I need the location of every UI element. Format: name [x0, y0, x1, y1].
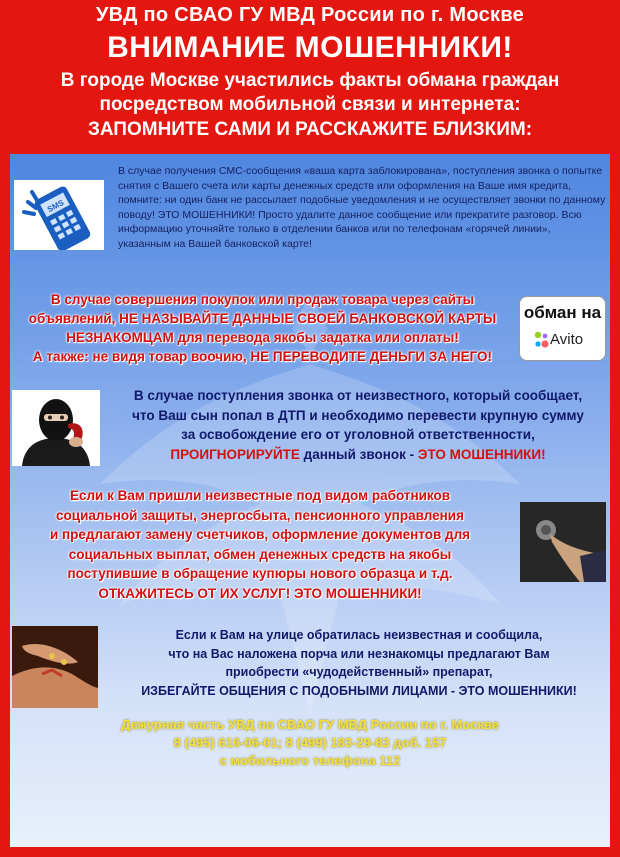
- mobile-emergency-number: с мобильного телефона 112: [219, 753, 401, 768]
- call-ignore-text: ПРОИГНОРИРУЙТЕ: [170, 446, 300, 462]
- street-line-4: ИЗБЕГАЙТЕ ОБЩЕНИЯ С ПОДОБНЫМИ ЛИЦАМИ - ЭТО МОШЕННИКИ!: [141, 683, 577, 698]
- duty-unit-name: Дежурная часть УВД по СВАО ГУ МВД России по г. Москве: [121, 717, 499, 732]
- header-subtitle-1: В городе Москве участились факты обмана граждан: [60, 70, 560, 91]
- avito-badge: [519, 296, 606, 361]
- header: [0, 0, 620, 150]
- street-line-2: что на Вас наложена порча или незнакомцы предлагают Вам: [168, 646, 550, 661]
- purchase-line-2: объявлений, НЕ НАЗЫВАЙТЕ ДАННЫЕ СВОЕЙ БАНКОВСКОЙ КАРТЫ: [28, 311, 497, 326]
- purchase-line-1: В случае совершения покупок или продаж товара через сайты: [50, 292, 475, 307]
- duty-phone-numbers: 8 (495) 616-06-01; 8 (499) 183-29-83 доб. 157: [173, 735, 447, 750]
- call-line-1: В случае поступления звонка от неизвестного, который сообщает,: [133, 388, 583, 403]
- avito-brand: Avito: [550, 331, 584, 348]
- call-line-4: [110, 445, 606, 465]
- sms-icon-label: SMS: [45, 198, 66, 215]
- street-line-1: Если к Вам на улице обратилась неизвестная и сообщила,: [175, 628, 543, 642]
- social-line-6: ОТКАЖИТЕСЬ ОТ ИХ УСЛУГ! ЭТО МОШЕННИКИ!: [98, 585, 422, 601]
- avito-logo-icon: [532, 329, 550, 351]
- sms-phone-icon: [14, 180, 104, 250]
- masked-criminal-image: [12, 390, 100, 466]
- call-line-3: за освобождение его от уголовной ответственности,: [181, 427, 535, 442]
- social-line-2: социальной защиты, энергосбыта, пенсионного управления: [56, 507, 464, 523]
- call-scammers-text: ЭТО МОШЕННИКИ!: [417, 446, 546, 462]
- social-line-1: Если к Вам пришли неизвестные под видом работников: [69, 488, 451, 503]
- header-title: ВНИМАНИЕ МОШЕННИКИ!: [107, 31, 513, 64]
- street-warning: [110, 626, 608, 700]
- purchase-line-3: НЕЗНАКОМЦАМ для перевода якобы задатка или оплаты!: [66, 330, 459, 345]
- social-line-5: поступившие в обращение купюры нового образца и т.д.: [67, 566, 453, 581]
- purchase-line-4: А также: не видя товар воочию, НЕ ПЕРЕВОДИТЕ ДЕНЬГИ ЗА НЕГО!: [32, 349, 493, 364]
- doorbell-hand-image: [520, 502, 606, 582]
- fortune-teller-hands-image: [12, 626, 98, 708]
- sms-warning-text: В случае получения СМС-сообщения «ваша карта заблокирована», поступления звонка о попытке снятия с Вашего счета или карты денежных средств или оформления на Ваше имя кредита, помните: ни один банк не рассылает подобные уведомления и не осуществляет звонки по данному поводу! ЭТО МОШЕННИКИ! Просто удалите данное сообщение или прекратите разговор. Всю информацию уточняйте только в отделении банков или по телефонам «горячей линии», указанным на Вашей банковской карте!: [118, 165, 606, 250]
- purchase-warning: [10, 290, 515, 366]
- call-connector-text: данный звонок -: [299, 446, 418, 462]
- header-subtitle-2: посредством мобильной связи и интернета:: [99, 94, 521, 115]
- street-line-3: приобрести «чудодейственный» препарат,: [225, 665, 493, 679]
- call-line-2: что Ваш сын попал в ДТП и необходимо перевести крупную сумму: [132, 407, 584, 423]
- content-panel: [10, 154, 610, 847]
- header-department: УВД по СВАО ГУ МВД России по г. Москве: [95, 4, 525, 26]
- social-workers-warning: [10, 486, 510, 603]
- header-call-to-action: ЗАПОМНИТЕ САМИ И РАССКАЖИТЕ БЛИЗКИМ:: [87, 119, 533, 140]
- call-warning: [110, 386, 606, 464]
- social-line-3: и предлагают замену счетчиков, оформление документов для: [49, 527, 471, 542]
- avito-caption: обман на: [523, 303, 602, 322]
- social-line-4: социальных выплат, обмен денежных средств на якобы: [68, 546, 452, 562]
- duty-contacts: [70, 716, 550, 770]
